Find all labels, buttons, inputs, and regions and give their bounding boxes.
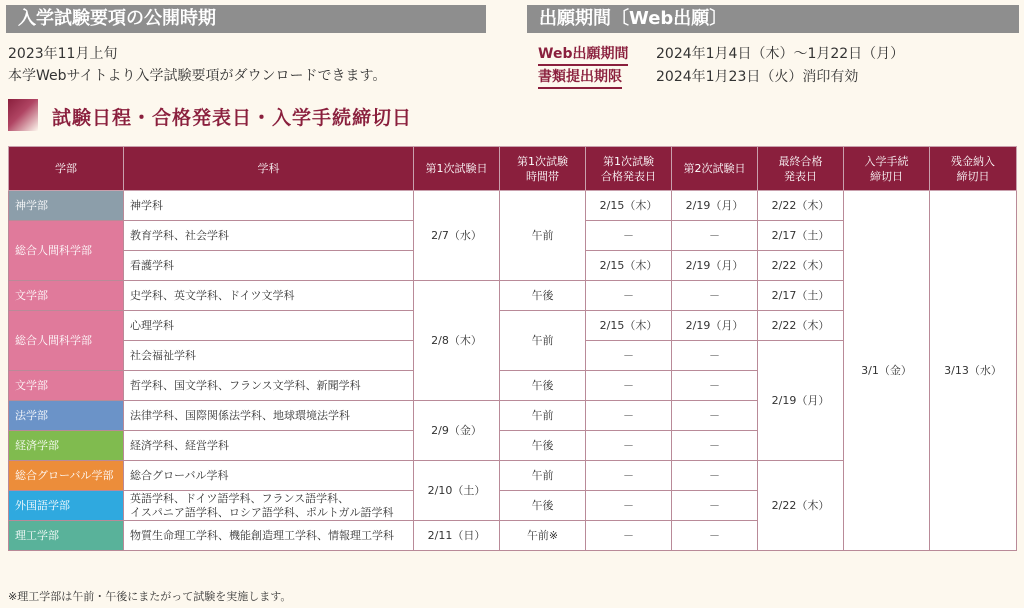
dept-cell: 理工学部 (9, 521, 124, 551)
subject-cell: 経済学科、経営学科 (124, 431, 414, 461)
exam1-date-cell: 2/9（金） (414, 401, 500, 461)
announcement-date: 2023年11月上旬 (8, 46, 118, 62)
exam1-time-cell: 午後 (500, 371, 586, 401)
exam2-date-cell: － (672, 221, 758, 251)
subject-cell: 物質生命理工学科、機能創造理工学科、情報理工学科 (124, 521, 414, 551)
web-application-period-value: 2024年1月4日（木）～1月22日（月） (656, 46, 905, 62)
subject-cell: 英語学科、ドイツ語学科、フランス語学科、 イスパニア語学科、ロシア語学科、ポルトガル語学科 (124, 491, 414, 521)
header-exam1-result: 第1次試験 合格発表日 (586, 147, 672, 191)
dept-cell: 神学部 (9, 191, 124, 221)
exam1-result-cell: － (586, 221, 672, 251)
section-title: 試験日程・合格発表日・入学手続締切日 (52, 107, 413, 129)
dept-cell: 法学部 (9, 401, 124, 431)
announcement-description: 本学Webサイトより入学試験要項がダウンロードできます。 (8, 68, 387, 84)
header-exam2-date: 第2次試験日 (672, 147, 758, 191)
subject-cell: 神学科 (124, 191, 414, 221)
exam1-time-cell: 午前 (500, 401, 586, 431)
exam2-date-cell: － (672, 341, 758, 371)
enroll-deadline-cell: 3/1（金） (844, 191, 930, 551)
application-title: 出願期間〔Web出願〕 (527, 5, 1019, 33)
section-marker-icon (8, 99, 38, 131)
exam2-date-cell: － (672, 491, 758, 521)
dept-cell: 総合人間科学部 (9, 311, 124, 371)
exam1-date-cell: 2/7（水） (414, 191, 500, 281)
header-exam1-date: 第1次試験日 (414, 147, 500, 191)
header-exam1-time: 第1次試験 時間帯 (500, 147, 586, 191)
dept-cell: 外国語学部 (9, 491, 124, 521)
table-row (9, 191, 1017, 221)
announcement-title: 入学試験要項の公開時期 (6, 5, 486, 33)
exam1-time-cell: 午後 (500, 431, 586, 461)
subject-cell: 看護学科 (124, 251, 414, 281)
exam1-result-cell: － (586, 461, 672, 491)
exam2-date-cell: － (672, 521, 758, 551)
exam1-result-cell: － (586, 521, 672, 551)
exam-schedule-table (8, 146, 1017, 551)
subject-cell: 教育学科、社会学科 (124, 221, 414, 251)
final-result-cell: 2/22（木） (758, 311, 844, 341)
exam1-result-cell: 2/15（木） (586, 191, 672, 221)
exam2-date-cell: 2/19（月） (672, 191, 758, 221)
exam1-time-cell: 午前※ (500, 521, 586, 551)
table-header-row (9, 147, 1017, 191)
exam2-date-cell: 2/19（月） (672, 311, 758, 341)
final-result-cell: 2/22（木） (758, 461, 844, 551)
exam1-time-cell: 午前 (500, 191, 586, 281)
document-deadline-value: 2024年1月23日（火）消印有効 (656, 69, 859, 85)
subject-cell: 総合グローバル学科 (124, 461, 414, 491)
exam2-date-cell: － (672, 281, 758, 311)
exam1-time-cell: 午前 (500, 461, 586, 491)
subject-cell: 哲学科、国文学科、フランス文学科、新聞学科 (124, 371, 414, 401)
dept-cell: 経済学部 (9, 431, 124, 461)
dept-cell: 総合グローバル学部 (9, 461, 124, 491)
exam1-result-cell: － (586, 491, 672, 521)
final-result-cell: 2/17（土） (758, 281, 844, 311)
final-result-cell: 2/22（木） (758, 251, 844, 281)
exam1-time-cell: 午前 (500, 311, 586, 371)
exam1-result-cell: － (586, 281, 672, 311)
subject-cell: 法律学科、国際関係法学科、地球環境法学科 (124, 401, 414, 431)
document-deadline-label: 書類提出期限 (538, 66, 622, 89)
exam1-time-cell: 午後 (500, 281, 586, 311)
subject-cell: 心理学科 (124, 311, 414, 341)
header-subject: 学科 (124, 147, 414, 191)
final-result-cell: 2/19（月） (758, 341, 844, 461)
exam1-result-cell: － (586, 341, 672, 371)
header-dept: 学部 (9, 147, 124, 191)
header-final-result: 最終合格 発表日 (758, 147, 844, 191)
exam1-date-cell: 2/8（木） (414, 281, 500, 401)
exam1-result-cell: － (586, 371, 672, 401)
final-result-cell: 2/17（土） (758, 221, 844, 251)
exam2-date-cell: － (672, 371, 758, 401)
dept-cell: 文学部 (9, 371, 124, 401)
final-result-cell: 2/22（木） (758, 191, 844, 221)
exam1-result-cell: － (586, 431, 672, 461)
exam1-date-cell: 2/10（土） (414, 461, 500, 521)
exam1-date-cell: 2/11（日） (414, 521, 500, 551)
footnote: ※理工学部は午前・午後にまたがって試験を実施します。 (8, 590, 292, 603)
exam2-date-cell: － (672, 401, 758, 431)
dept-cell: 総合人間科学部 (9, 221, 124, 281)
exam2-date-cell: 2/19（月） (672, 251, 758, 281)
exam1-result-cell: 2/15（木） (586, 311, 672, 341)
exam2-date-cell: － (672, 431, 758, 461)
web-application-period-label: Web出願期間 (538, 43, 628, 66)
subject-cell: 史学科、英文学科、ドイツ文学科 (124, 281, 414, 311)
subject-cell: 社会福祉学科 (124, 341, 414, 371)
header-enroll-deadline: 入学手続 締切日 (844, 147, 930, 191)
exam2-date-cell: － (672, 461, 758, 491)
header-balance-deadline: 残金納入 締切日 (930, 147, 1017, 191)
exam1-result-cell: － (586, 401, 672, 431)
exam1-result-cell: 2/15（木） (586, 251, 672, 281)
dept-cell: 文学部 (9, 281, 124, 311)
balance-deadline-cell: 3/13（水） (930, 191, 1017, 551)
exam1-time-cell: 午後 (500, 491, 586, 521)
